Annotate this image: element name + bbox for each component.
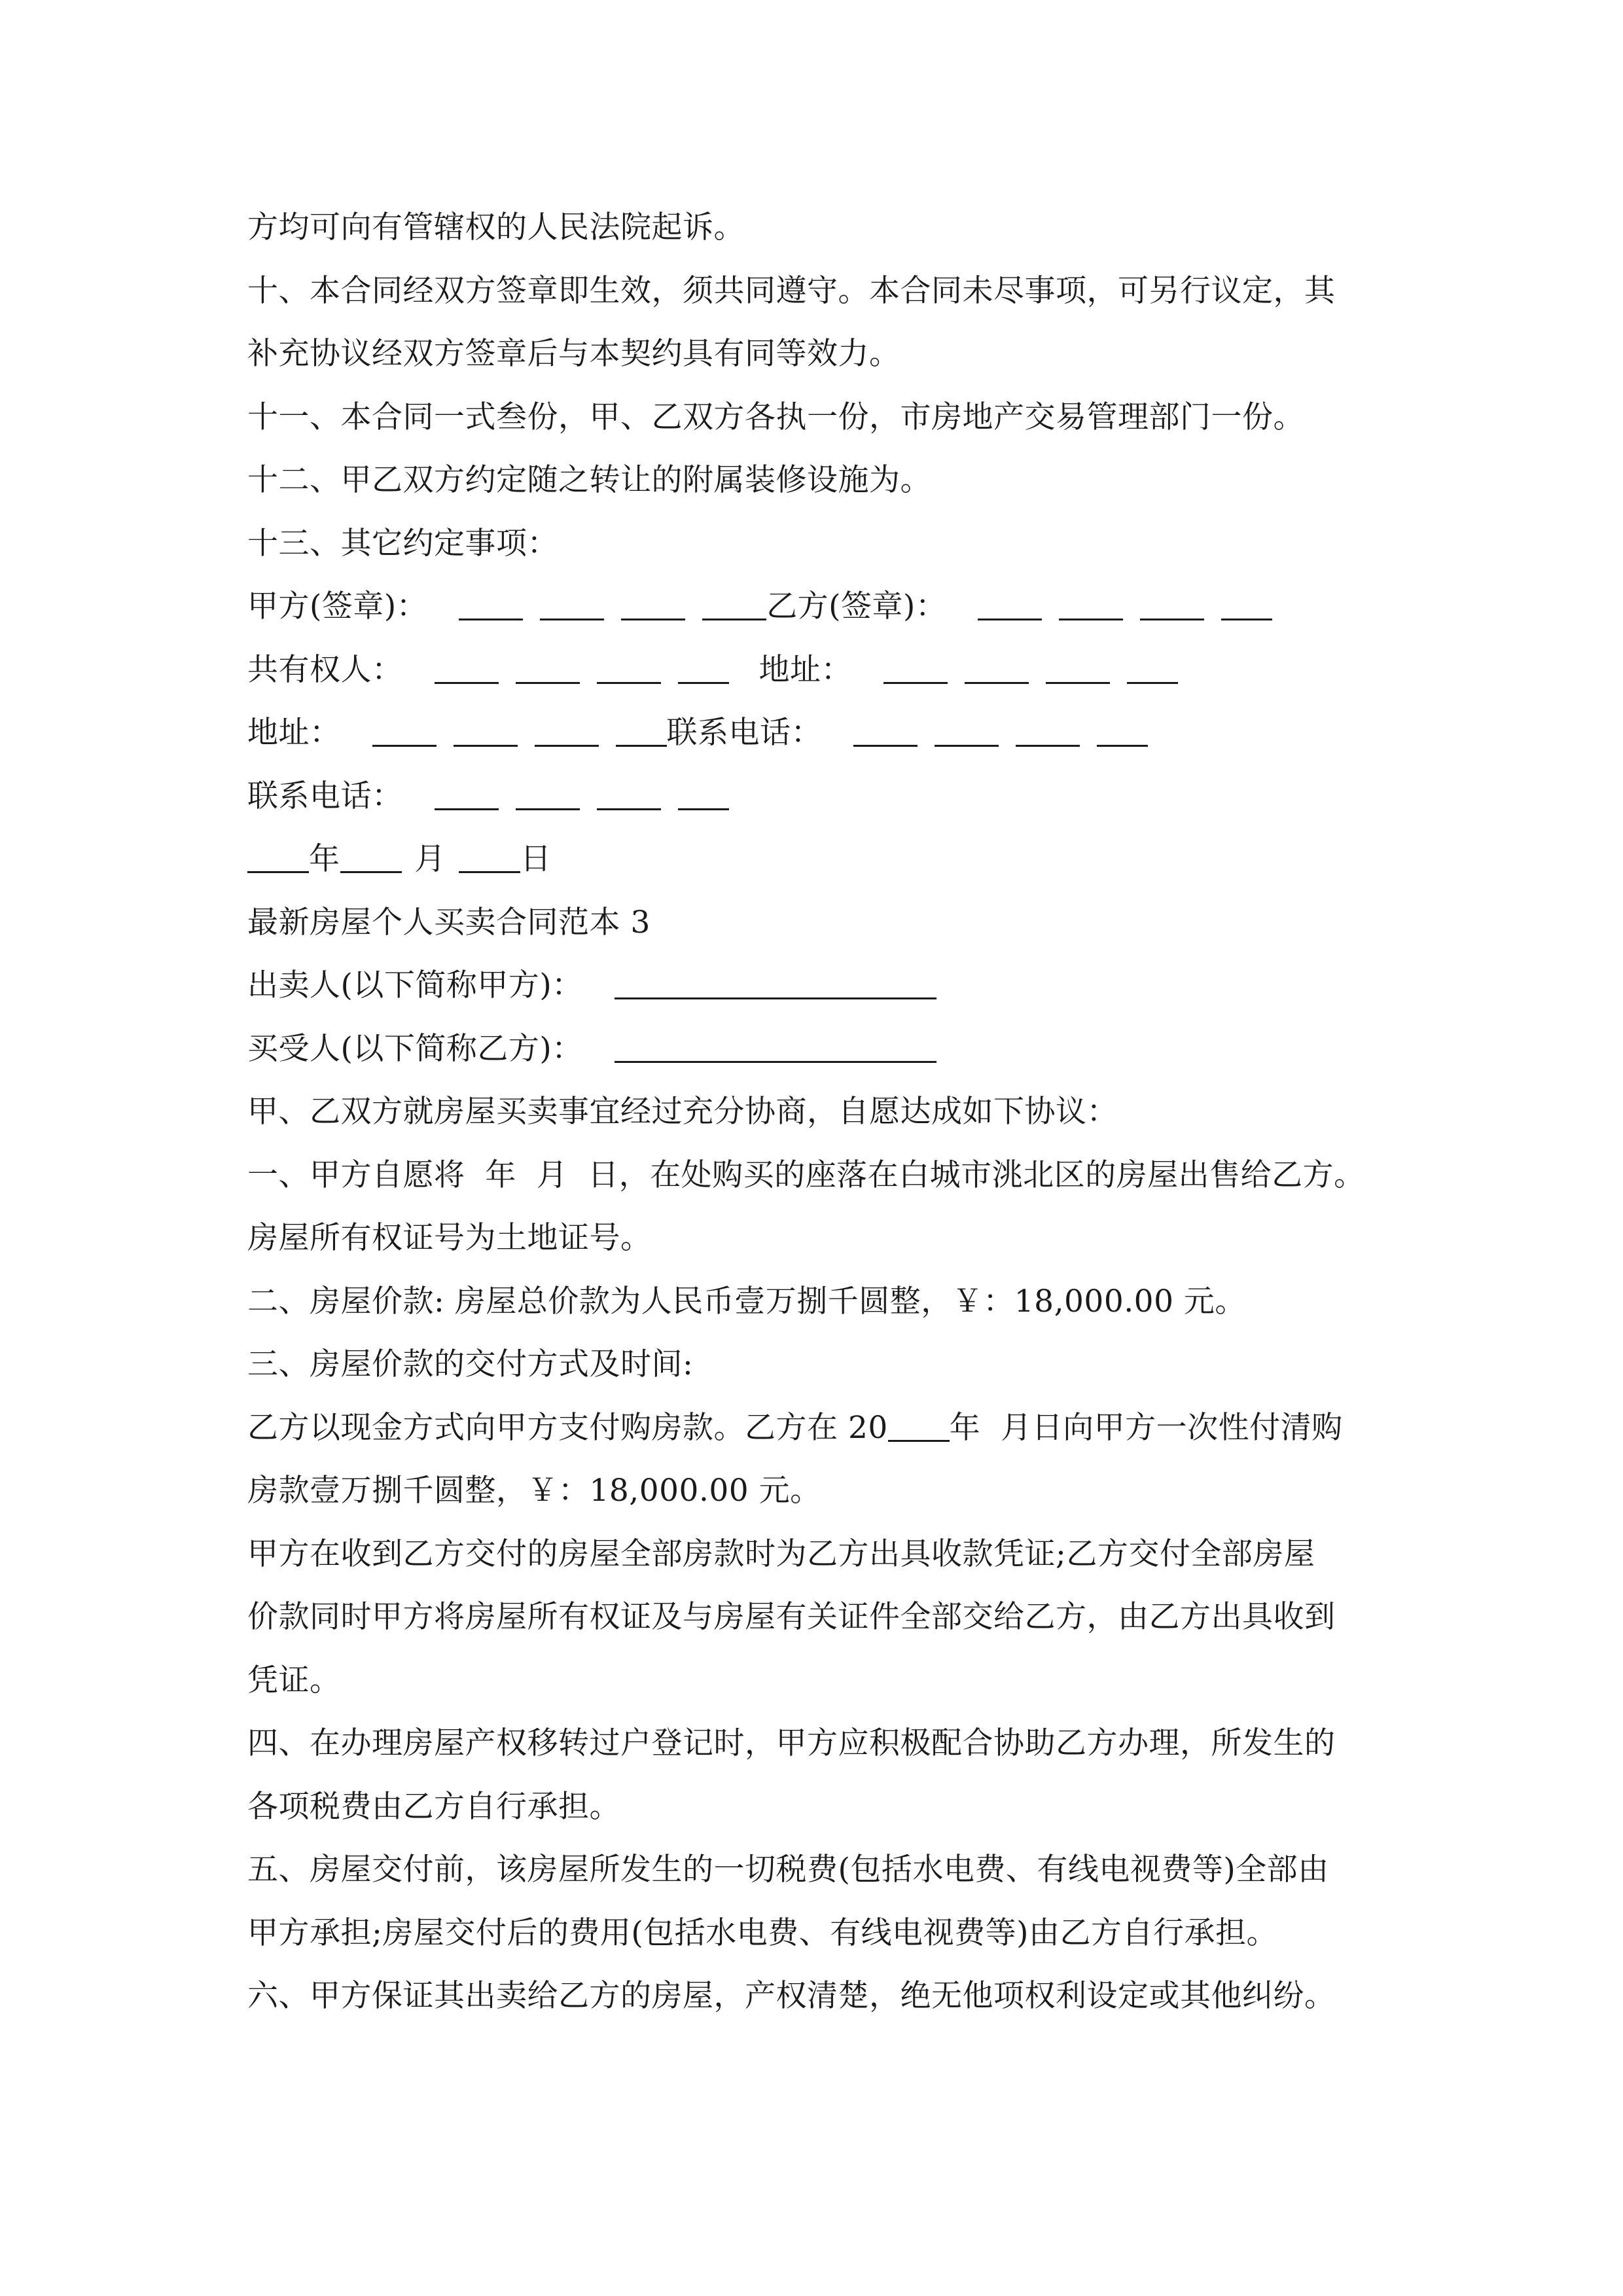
- blank-line: [435, 774, 499, 810]
- blank-line: [883, 648, 948, 684]
- paragraph-line: 甲方在收到乙方交付的房屋全部房款时为乙方出具收款凭证;乙方交付全部房屋: [247, 1535, 1315, 1572]
- blank-line: [888, 1406, 950, 1442]
- blank-line: [615, 963, 936, 999]
- buyer-row: [247, 1018, 1425, 1081]
- paragraph-line: 房屋所有权证号为土地证号。: [247, 1220, 652, 1256]
- blank-line: [459, 584, 523, 620]
- blank-line: [435, 648, 499, 684]
- phone-label: 联系电话：: [666, 715, 822, 751]
- phone-label: 联系电话：: [247, 778, 403, 814]
- signature-row-co-owner: [247, 639, 1425, 702]
- paragraph-line: 房款壹万捌千圆整，￥：18,000.00 元。: [247, 1473, 821, 1509]
- signature-row-phone: [247, 765, 1425, 829]
- blank-line: [1127, 648, 1178, 684]
- blank-line: [616, 711, 667, 747]
- date-row: [247, 828, 1425, 891]
- paragraph-line: 方均可向有管辖权的人民法院起诉。: [247, 209, 745, 245]
- blank-line: [516, 648, 580, 684]
- blank-line: [535, 711, 599, 747]
- blank-line: [621, 584, 685, 620]
- section-title: 最新房屋个人买卖合同范本 3: [247, 904, 651, 941]
- blank-line: [853, 711, 918, 747]
- buyer-label: 买受人(以下简称乙方)：: [247, 1030, 583, 1067]
- paragraph-line: 四、在办理房屋产权移转过户登记时，甲方应积极配合协助乙方办理，所发生的: [247, 1725, 1336, 1761]
- blank-line: [1016, 711, 1080, 747]
- paragraph-line: 六、甲方保证其出卖给乙方的房屋，产权清楚，绝无他项权利设定或其他纠纷。: [247, 1978, 1336, 2014]
- payment-row: [247, 1397, 1425, 1460]
- month-label: 月: [414, 841, 446, 877]
- year-label: 年: [309, 841, 340, 877]
- seller-row: [247, 954, 1425, 1018]
- blank-line: [1221, 584, 1272, 620]
- paragraph-line: 一、甲方自愿将 年 月 日，在处购买的座落在白城市洮北区的房屋出售给乙方。: [247, 1157, 1365, 1193]
- address-label: 地址：: [247, 715, 341, 751]
- blank-line: [516, 774, 580, 810]
- paragraph-line: 各项税费由乙方自行承担。: [247, 1788, 620, 1825]
- blank-line: [1059, 584, 1123, 620]
- blank-line: [615, 1027, 936, 1063]
- document-body: [247, 196, 1425, 2028]
- blank-line: [372, 711, 437, 747]
- paragraph-line: 价款同时甲方将房屋所有权证及与房屋有关证件全部交给乙方，由乙方出具收到: [247, 1599, 1336, 1635]
- blank-line: [1097, 711, 1148, 747]
- paragraph-line: 五、房屋交付前，该房屋所发生的一切税费(包括水电费、有线电视费等)全部由: [247, 1852, 1329, 1888]
- paragraph-line: 十三、其它约定事项：: [247, 525, 558, 562]
- address-label: 地址：: [758, 651, 852, 688]
- paragraph-line: 甲方承担;房屋交付后的费用(包括水电费、有线电视费等)由乙方自行承担。: [247, 1914, 1278, 1951]
- blank-line: [935, 711, 999, 747]
- blank-line: [678, 774, 729, 810]
- co-owner-label: 共有权人：: [247, 651, 403, 688]
- paragraph-line: 十二、甲乙双方约定随之转让的附属装修设施为。: [247, 462, 931, 498]
- signature-row-address: [247, 702, 1425, 765]
- paragraph-line: 十、本合同经双方签章即生效，须共同遵守。本合同未尽事项，可另行议定，其: [247, 272, 1336, 309]
- blank-line: [965, 648, 1029, 684]
- blank-line: [597, 774, 661, 810]
- payment-prefix: 乙方以现金方式向甲方支付购房款。乙方在 20: [247, 1409, 888, 1446]
- blank-line: [247, 837, 309, 873]
- paragraph-line: 甲、乙双方就房屋买卖事宜经过充分协商，自愿达成如下协议：: [247, 1094, 1118, 1130]
- blank-line: [702, 584, 766, 620]
- paragraph-line: 二、房屋价款: 房屋总价款为人民币壹万捌千圆整，￥：18,000.00 元。: [247, 1283, 1246, 1319]
- paragraph-line: 凭证。: [247, 1662, 341, 1698]
- day-label: 日: [520, 841, 552, 877]
- blank-line: [540, 584, 604, 620]
- blank-line: [678, 648, 729, 684]
- payment-suffix: 年 月日向甲方一次性付清购: [949, 1409, 1343, 1446]
- blank-line: [340, 837, 402, 873]
- blank-line: [978, 584, 1042, 620]
- paragraph-line: 三、房屋价款的交付方式及时间:: [247, 1346, 694, 1382]
- blank-line: [459, 837, 520, 873]
- party-a-label: 甲方(签章)：: [247, 588, 428, 624]
- paragraph-line: 补充协议经双方签章后与本契约具有同等效力。: [247, 336, 901, 372]
- signature-row-party: [247, 575, 1425, 639]
- blank-line: [1140, 584, 1204, 620]
- blank-line: [597, 648, 661, 684]
- blank-line: [1046, 648, 1110, 684]
- paragraph-line: 十一、本合同一式叁份，甲、乙双方各执一份，市房地产交易管理部门一份。: [247, 399, 1304, 435]
- blank-line: [454, 711, 518, 747]
- party-b-label: 乙方(签章)：: [766, 588, 947, 624]
- seller-label: 出卖人(以下简称甲方)：: [247, 967, 583, 1003]
